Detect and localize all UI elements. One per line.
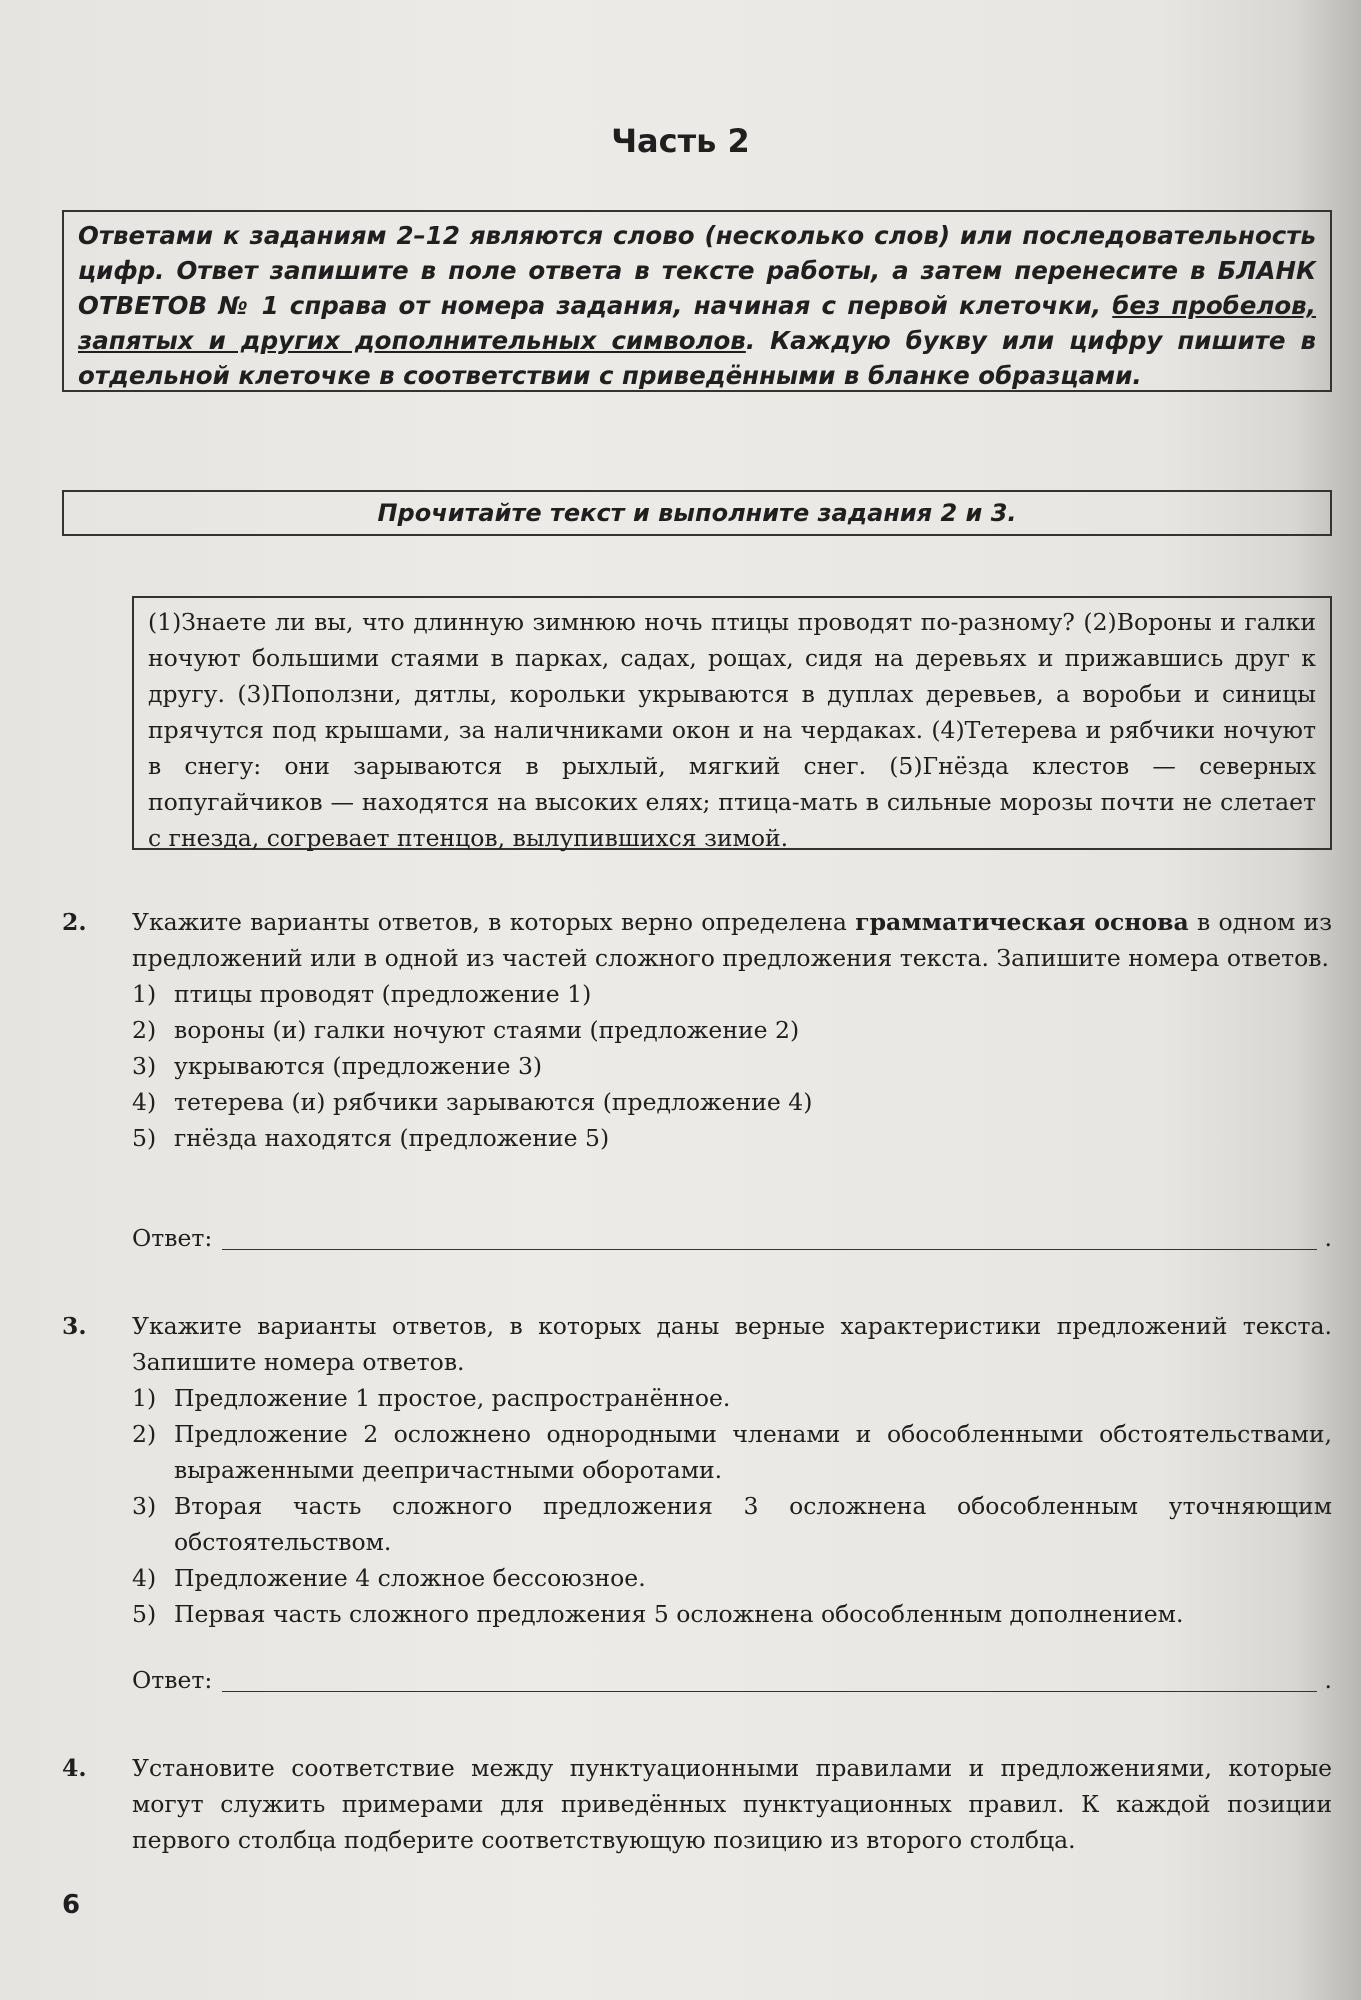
task-number: 4. xyxy=(62,1754,87,1782)
option-text: Первая часть сложного предложения 5 осложнена обособленным дополнением. xyxy=(174,1600,1184,1628)
task-prompt-text-end: в одном из предложений или в одной из частей сложного предложения текста. Запишите номера ответов. xyxy=(132,908,1333,972)
option-item xyxy=(132,976,1332,1012)
option-text: Предложение 2 осложнено однородными членами и обособленными обстоятельствами, выраженными деепричастными оборотами. xyxy=(174,1420,1332,1484)
option-number: 5) xyxy=(132,1600,157,1628)
option-text: гнёзда находятся (предложение 5) xyxy=(174,1124,610,1152)
option-number: 3) xyxy=(132,1052,157,1080)
task-2-answer xyxy=(132,1220,1332,1256)
option-item xyxy=(132,1488,1332,1560)
instructions-text-end: . Каждую букву или цифру пишите в отдельной клеточке в соответствии с приведёнными в бланке образцами. xyxy=(78,326,1316,390)
option-item xyxy=(132,1560,1332,1596)
read-prompt-box xyxy=(62,490,1332,536)
answer-field[interactable] xyxy=(222,1690,1316,1692)
instructions-box xyxy=(62,210,1332,392)
option-item xyxy=(132,1012,1332,1048)
option-item xyxy=(132,1084,1332,1120)
answer-end: . xyxy=(1324,1224,1332,1252)
option-item xyxy=(132,1048,1332,1084)
task-number: 3. xyxy=(62,1312,87,1340)
task-2 xyxy=(62,904,1332,1156)
option-item xyxy=(132,1416,1332,1488)
page-number: 6 xyxy=(62,1890,81,1920)
option-text: тетерева (и) рябчики зарываются (предложение 4) xyxy=(174,1088,813,1116)
answer-label: Ответ: xyxy=(132,1666,213,1694)
option-number: 1) xyxy=(132,980,157,1008)
option-item xyxy=(132,1596,1332,1632)
option-number: 4) xyxy=(132,1088,157,1116)
task-prompt: Установите соответствие между пунктуационными правилами и предложениями, которые могут служить примерами для приведённых пунктуационных правил. К каждой позиции первого столбца подберите соответствующую позицию из второго столбца. xyxy=(132,1754,1332,1854)
part-title: Часть 2 xyxy=(611,122,750,160)
task-prompt-text: Укажите варианты ответов, в которых верно определена xyxy=(132,908,856,936)
option-text: Предложение 4 сложное бессоюзное. xyxy=(174,1564,646,1592)
task-3-answer xyxy=(132,1662,1332,1698)
option-number: 4) xyxy=(132,1564,157,1592)
answer-end: . xyxy=(1324,1666,1332,1694)
option-text: птицы проводят (предложение 1) xyxy=(174,980,592,1008)
instructions-underlined: без пробелов, запятых и других дополнительных символов xyxy=(78,291,1316,355)
task-prompt xyxy=(132,904,1332,976)
option-text: Предложение 1 простое, распространённое. xyxy=(174,1384,731,1412)
answer-field[interactable] xyxy=(222,1248,1316,1250)
option-text: вороны (и) галки ночуют стаями (предложение 2) xyxy=(174,1016,800,1044)
read-prompt: Прочитайте текст и выполните задания 2 и 3. xyxy=(377,499,1017,527)
option-item xyxy=(132,1120,1332,1156)
option-item xyxy=(132,1380,1332,1416)
option-number: 3) xyxy=(132,1492,157,1520)
reading-text-box xyxy=(132,596,1332,850)
option-number: 2) xyxy=(132,1420,157,1448)
option-number: 1) xyxy=(132,1384,157,1412)
option-number: 2) xyxy=(132,1016,157,1044)
options-list xyxy=(132,1380,1332,1632)
option-text: Вторая часть сложного предложения 3 осложнена обособленным уточняющим обстоятельством. xyxy=(174,1492,1332,1556)
option-number: 5) xyxy=(132,1124,157,1152)
task-3 xyxy=(62,1308,1332,1632)
instructions-text: Ответами к заданиям 2–12 являются слово (несколько слов) или последовательность цифр. Ответ запишите в поле ответа в тексте работы, а затем перенесите в БЛАНК ОТВЕТОВ № 1 справа от номера задания, начиная с первой клеточки, xyxy=(78,221,1316,320)
task-prompt-bold: грамматическая основа xyxy=(855,908,1189,936)
answer-label: Ответ: xyxy=(132,1224,213,1252)
reading-text: (1)Знаете ли вы, что длинную зимнюю ночь птицы проводят по-разному? (2)Вороны и галки ночуют большими стаями в парках, садах, рощах, сидя на деревьях и прижавшись друг к другу. (3)Поползни, дятлы, корольки укрываются в дуплах деревьев, а воробьи и синицы прячутся под крышами, за наличниками окон и на чердаках. (4)Тетерева и рябчики ночуют в снегу: они зарываются в рыхлый, мягкий снег. (5)Гнёзда клестов — северных попугайчиков — находятся на высоких елях; птица-мать в сильные морозы почти не слетает с гнезда, согревает птенцов, вылупившихся зимой. xyxy=(148,608,1316,852)
task-prompt: Укажите варианты ответов, в которых даны верные характеристики предложений текста. Запишите номера ответов. xyxy=(132,1312,1332,1376)
option-text: укрываются (предложение 3) xyxy=(174,1052,543,1080)
task-4 xyxy=(62,1750,1332,1858)
options-list xyxy=(132,976,1332,1156)
task-number: 2. xyxy=(62,908,87,936)
